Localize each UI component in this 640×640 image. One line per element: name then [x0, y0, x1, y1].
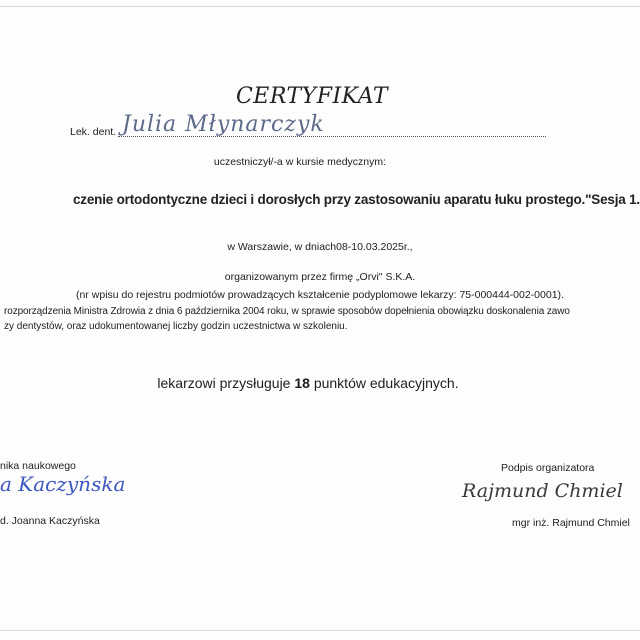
points-post: punktów edukacyjnych. — [309, 375, 459, 391]
recipient-name-handwritten: Julia Młynarczyk — [122, 112, 325, 137]
participation-text: uczestniczył/-a w kursie medycznym: — [213, 156, 387, 168]
points-statement — [0, 375, 616, 391]
place-dates: w Warszawie, w dniach08-10.03.2025r., — [227, 241, 413, 253]
scientific-supervisor-name: d. Joanna Kaczyńska — [0, 515, 100, 527]
certificate-title: CERTYFIKAT — [235, 84, 389, 109]
scientific-supervisor-signature: a Kaczyńska — [0, 472, 126, 496]
registry-number: (nr wpisu do rejestru podmiotów prowadzących kształcenie podyplomowe lekarzy: 75-000444-002-0001). — [76, 289, 564, 301]
legal-basis-line-1: rozporządzenia Ministra Zdrowia z dnia 6 października 2004 roku, w sprawie sposobów dopełnienia obowiązku doskonalenia zawo — [4, 306, 570, 317]
legal-basis-line-2: zy dentystów, oraz udokumentowanej liczby godzin uczestnictwa w szkoleniu. — [4, 321, 348, 332]
recipient-prefix: Lek. dent. — [70, 126, 117, 138]
points-value: 18 — [294, 375, 310, 391]
scan-edge-top — [0, 6, 640, 7]
organizer-signature-label: Podpis organizatora — [501, 462, 595, 474]
organizer-signature: Rajmund Chmiel — [462, 480, 623, 502]
course-title: czenie ortodontyczne dzieci i dorosłych przy zastosowaniu aparatu łuku prostego."Sesja 1. — [73, 192, 640, 207]
scientific-supervisor-label: nika naukowego — [0, 460, 76, 472]
points-pre: lekarzowi przysługuje — [157, 375, 295, 391]
organizer-name: mgr inż. Rajmund Chmiel — [512, 517, 630, 529]
organizer-text: organizowanym przez firmę „Orvi" S.K.A. — [224, 271, 416, 283]
scan-edge-bottom — [0, 630, 640, 631]
